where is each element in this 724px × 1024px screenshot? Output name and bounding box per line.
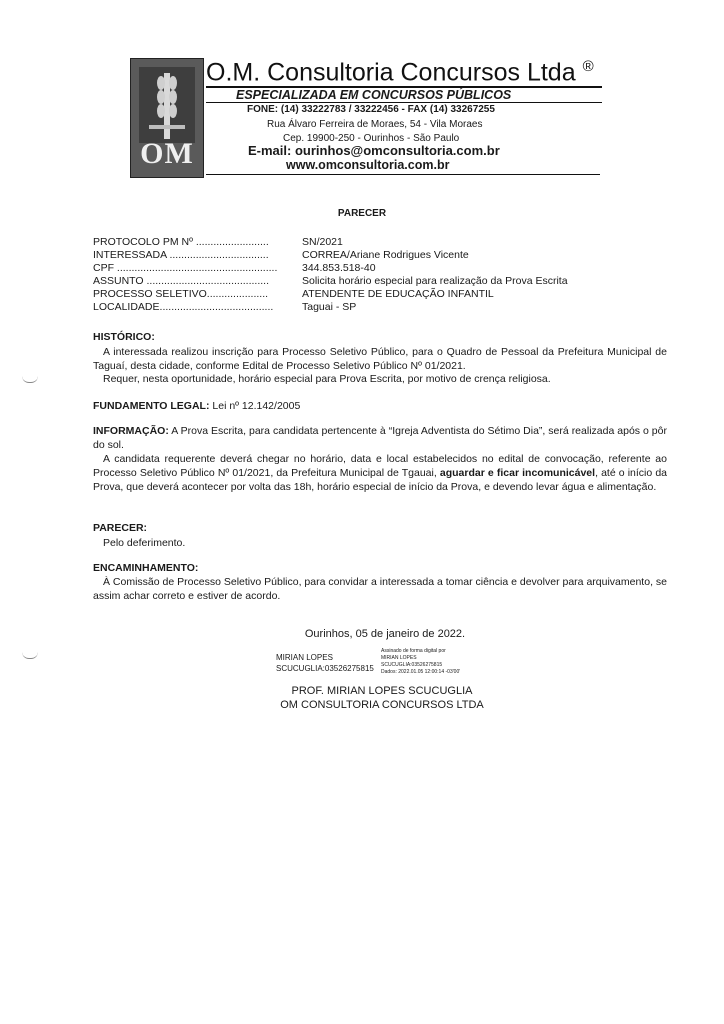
punch-hole-mark	[22, 652, 38, 659]
encaminhamento-heading: ENCAMINHAMENTO:	[93, 562, 199, 574]
field-value-processo: ATENDENTE DE EDUCAÇÃO INFANTIL	[302, 288, 494, 300]
signer-name: PROF. MIRIAN LOPES SCUCUGLIA	[291, 685, 473, 697]
digital-signature-stamp: Assinado de forma digital por MIRIAN LOPES SCUCUGLIA:03526275815 Dados: 2022.01.05 12:00:14 -03'00'	[381, 648, 461, 675]
historico-paragraph-1: A interessada realizou inscrição para Processo Seletivo Público, para o Quadro de Pessoal da Prefeitura Municipal de Taguaí, desta cidade, conforme Edital de Processo Seletivo Público Nº 01/2021.	[93, 346, 667, 372]
letterhead-rule-tagline	[206, 102, 602, 103]
place-and-date: Ourinhos, 05 de janeiro de 2022.	[304, 628, 466, 640]
field-value-assunto: Solicita horário especial para realização da Prova Escrita	[302, 275, 568, 287]
company-logo	[130, 58, 204, 178]
field-value-localidade: Taguai - SP	[302, 301, 357, 313]
field-label-interessada: INTERESSADA ..................................	[93, 249, 269, 261]
logo-emblem	[139, 67, 195, 143]
field-label-protocolo: PROTOCOLO PM Nº .........................	[93, 236, 269, 248]
fundamento-legal-text: Lei nº 12.142/2005	[212, 400, 301, 412]
informacao-paragraph-1: INFORMAÇÃO: A Prova Escrita, para candidata pertencente à “Igreja Adventista do Sétimo Dia”, será realizada após o pôr do sol.	[93, 425, 667, 451]
informacao-paragraph-2: A candidata requerente deverá chegar no horário, data e local estabelecidos no edital de convocação, referente ao Processo Seletivo Público Nº 01/2021, da Prefeitura Municipal de Tgauai, aguardar e ficar incomunicável, até o início da Prova, que deverá acontecer por volta das 18h, horário especial de início da Prova, e devendo levar água e alimentação.	[93, 453, 668, 493]
informacao-heading: INFORMAÇÃO:	[93, 425, 169, 437]
digital-signature-name: MIRIAN LOPES SCUCUGLIA:03526275815	[276, 653, 374, 673]
company-address-line1: Rua Álvaro Ferreira de Moraes, 54 - Vila Moraes	[267, 119, 483, 130]
letterhead-rule-bottom	[206, 174, 600, 175]
parecer-heading: PARECER:	[93, 522, 148, 534]
registered-mark: ®	[582, 58, 594, 75]
field-value-protocolo: SN/2021	[302, 236, 343, 248]
fundamento-legal: FUNDAMENTO LEGAL: Lei nº 12.142/2005	[93, 400, 301, 412]
company-website[interactable]: www.omconsultoria.com.br	[286, 158, 450, 172]
company-email[interactable]: E-mail: ourinhos@omconsultoria.com.br	[248, 143, 500, 158]
punch-hole-mark	[22, 376, 38, 383]
field-label-assunto: ASSUNTO ..........................................	[93, 275, 270, 287]
historico-heading: HISTÓRICO:	[93, 331, 155, 343]
company-phones: FONE: (14) 33222783 / 33222456 - FAX (14) 33267255	[247, 104, 495, 115]
document-title: PARECER	[337, 208, 387, 219]
field-label-processo: PROCESSO SELETIVO.....................	[93, 288, 269, 300]
encaminhamento-text: À Comissão de Processo Seletivo Público, para convidar a interessada a tomar ciência e devolver para arquivamento, se assim achar correto e estiver de acordo.	[93, 576, 667, 602]
signer-company: OM CONSULTORIA CONCURSOS LTDA	[280, 699, 484, 711]
company-name: O.M. Consultoria Concursos Ltda ®	[206, 58, 594, 87]
wheat-icon	[139, 67, 195, 143]
field-label-localidade: LOCALIDADE.......................................	[93, 301, 274, 313]
field-label-cpf: CPF .......................................................	[93, 262, 278, 274]
company-tagline: ESPECIALIZADA EM CONCURSOS PÚBLICOS	[236, 88, 512, 102]
historico-paragraph-2: Requer, nesta oportunidade, horário especial para Prova Escrita, por motivo de crença religiosa.	[103, 373, 551, 385]
informacao-emphasis: aguardar e ficar incomunicável	[439, 467, 596, 479]
field-value-interessada: CORREA/Ariane Rodrigues Vicente	[302, 249, 469, 261]
field-value-cpf: 344.853.518-40	[302, 262, 376, 274]
company-address-line2: Cep. 19900-250 - Ourinhos - São Paulo	[283, 133, 460, 144]
parecer-text: Pelo deferimento.	[103, 537, 186, 549]
logo-text: OM	[140, 137, 194, 170]
